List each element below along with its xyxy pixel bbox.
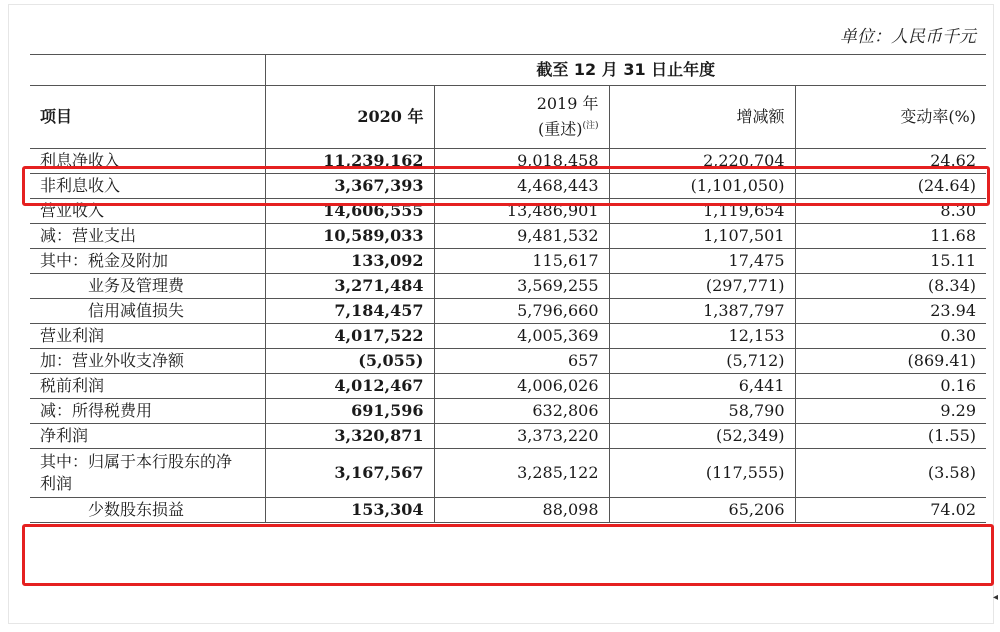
row-label: 其中：税金及附加 — [30, 249, 265, 274]
cell-rate: (3.58) — [795, 449, 986, 498]
cell-2020: 4,017,522 — [265, 324, 434, 349]
cell-rate: 11.68 — [795, 224, 986, 249]
unit-label: 单位：人民币千元 — [840, 27, 976, 47]
cell-2019: 9,481,532 — [434, 224, 609, 249]
row-label-line2: 利润 — [40, 474, 73, 493]
cell-2019: 4,468,443 — [434, 174, 609, 199]
period-header: 截至 12 月 31 日止年度 — [265, 55, 986, 86]
column-header-2019-note — [445, 115, 599, 140]
cell-2019: 3,569,255 — [434, 274, 609, 299]
row-label: 营业收入 — [30, 199, 265, 224]
highlight-box-net-profit-attributable — [22, 524, 994, 586]
cell-rate: 8.30 — [795, 199, 986, 224]
table-row — [30, 224, 986, 249]
row-label: 减：营业支出 — [30, 224, 265, 249]
column-header-change: 增减额 — [609, 86, 795, 149]
cell-rate: (869.41) — [795, 349, 986, 374]
cell-2020: (5,055) — [265, 349, 434, 374]
table-row — [30, 249, 986, 274]
header-row-columns — [30, 86, 986, 149]
column-header-2019-year: 2019 年 — [536, 94, 599, 114]
cell-rate: 0.16 — [795, 374, 986, 399]
cell-rate: 9.29 — [795, 399, 986, 424]
cell-2020: 7,184,457 — [265, 299, 434, 324]
cell-2019: 115,617 — [434, 249, 609, 274]
cell-rate: 24.62 — [795, 149, 986, 174]
cell-change: (117,555) — [609, 449, 795, 498]
highlight-box-non-interest-income — [22, 166, 990, 206]
cell-rate: (1.55) — [795, 424, 986, 449]
row-label: 营业利润 — [30, 324, 265, 349]
header-row-period — [30, 55, 986, 86]
cell-2019: 13,486,901 — [434, 199, 609, 224]
table-row — [30, 424, 986, 449]
cell-change: 1,107,501 — [609, 224, 795, 249]
table-row — [30, 374, 986, 399]
cell-change: 6,441 — [609, 374, 795, 399]
row-label: 信用减值损失 — [30, 299, 265, 324]
cell-2019: 4,005,369 — [434, 324, 609, 349]
table-row — [30, 449, 986, 498]
cell-rate: 0.30 — [795, 324, 986, 349]
cell-rate: (8.34) — [795, 274, 986, 299]
cell-change: (52,349) — [609, 424, 795, 449]
cell-change: 2,220,704 — [609, 149, 795, 174]
cell-2019: 657 — [434, 349, 609, 374]
cell-2019: 88,098 — [434, 498, 609, 523]
restated-label: (重述) — [537, 119, 583, 139]
cell-rate: (24.64) — [795, 174, 986, 199]
cell-change: (1,101,050) — [609, 174, 795, 199]
row-label: 税前利润 — [30, 374, 265, 399]
column-header-item: 项目 — [30, 86, 265, 149]
cell-2020: 691,596 — [265, 399, 434, 424]
row-label: 利息净收入 — [30, 149, 265, 174]
cell-rate: 15.11 — [795, 249, 986, 274]
cell-change: 1,119,654 — [609, 199, 795, 224]
table-row — [30, 498, 986, 523]
note-superscript: (注) — [582, 121, 599, 132]
cell-2020: 153,304 — [265, 498, 434, 523]
cell-2020: 4,012,467 — [265, 374, 434, 399]
page-edge-mark: ◂ — [992, 592, 998, 603]
row-label: 非利息收入 — [30, 174, 265, 199]
cell-2019: 3,373,220 — [434, 424, 609, 449]
row-label-line1: 其中：归属于本行股东的净 — [40, 452, 233, 471]
column-header-2020: 2020 年 — [265, 86, 434, 149]
cell-change: 58,790 — [609, 399, 795, 424]
cell-change: 17,475 — [609, 249, 795, 274]
row-label: 净利润 — [30, 424, 265, 449]
cell-change: (5,712) — [609, 349, 795, 374]
row-label: 少数股东损益 — [30, 498, 265, 523]
cell-change: 12,153 — [609, 324, 795, 349]
row-label: 业务及管理费 — [30, 274, 265, 299]
cell-2019: 632,806 — [434, 399, 609, 424]
cell-2020: 3,271,484 — [265, 274, 434, 299]
row-label — [30, 449, 265, 498]
cell-rate: 74.02 — [795, 498, 986, 523]
cell-2020: 3,367,393 — [265, 174, 434, 199]
row-label: 减：所得税费用 — [30, 399, 265, 424]
table-row — [30, 349, 986, 374]
table-row — [30, 299, 986, 324]
table-row — [30, 274, 986, 299]
cell-2020: 14,606,555 — [265, 199, 434, 224]
cell-2020: 133,092 — [265, 249, 434, 274]
cell-change: 65,206 — [609, 498, 795, 523]
cell-2020: 10,589,033 — [265, 224, 434, 249]
cell-2020: 3,167,567 — [265, 449, 434, 498]
cell-2019: 9,018,458 — [434, 149, 609, 174]
cell-2019: 5,796,660 — [434, 299, 609, 324]
income-statement-table — [30, 54, 986, 523]
table-row — [30, 324, 986, 349]
table-row — [30, 399, 986, 424]
cell-rate: 23.94 — [795, 299, 986, 324]
column-header-2019 — [434, 86, 609, 149]
cell-change: 1,387,797 — [609, 299, 795, 324]
cell-change: (297,771) — [609, 274, 795, 299]
column-header-rate: 变动率(%) — [795, 86, 986, 149]
cell-2020: 11,239,162 — [265, 149, 434, 174]
cell-2019: 4,006,026 — [434, 374, 609, 399]
header-blank-cell — [30, 55, 265, 86]
row-label: 加：营业外收支净额 — [30, 349, 265, 374]
cell-2020: 3,320,871 — [265, 424, 434, 449]
cell-2019: 3,285,122 — [434, 449, 609, 498]
